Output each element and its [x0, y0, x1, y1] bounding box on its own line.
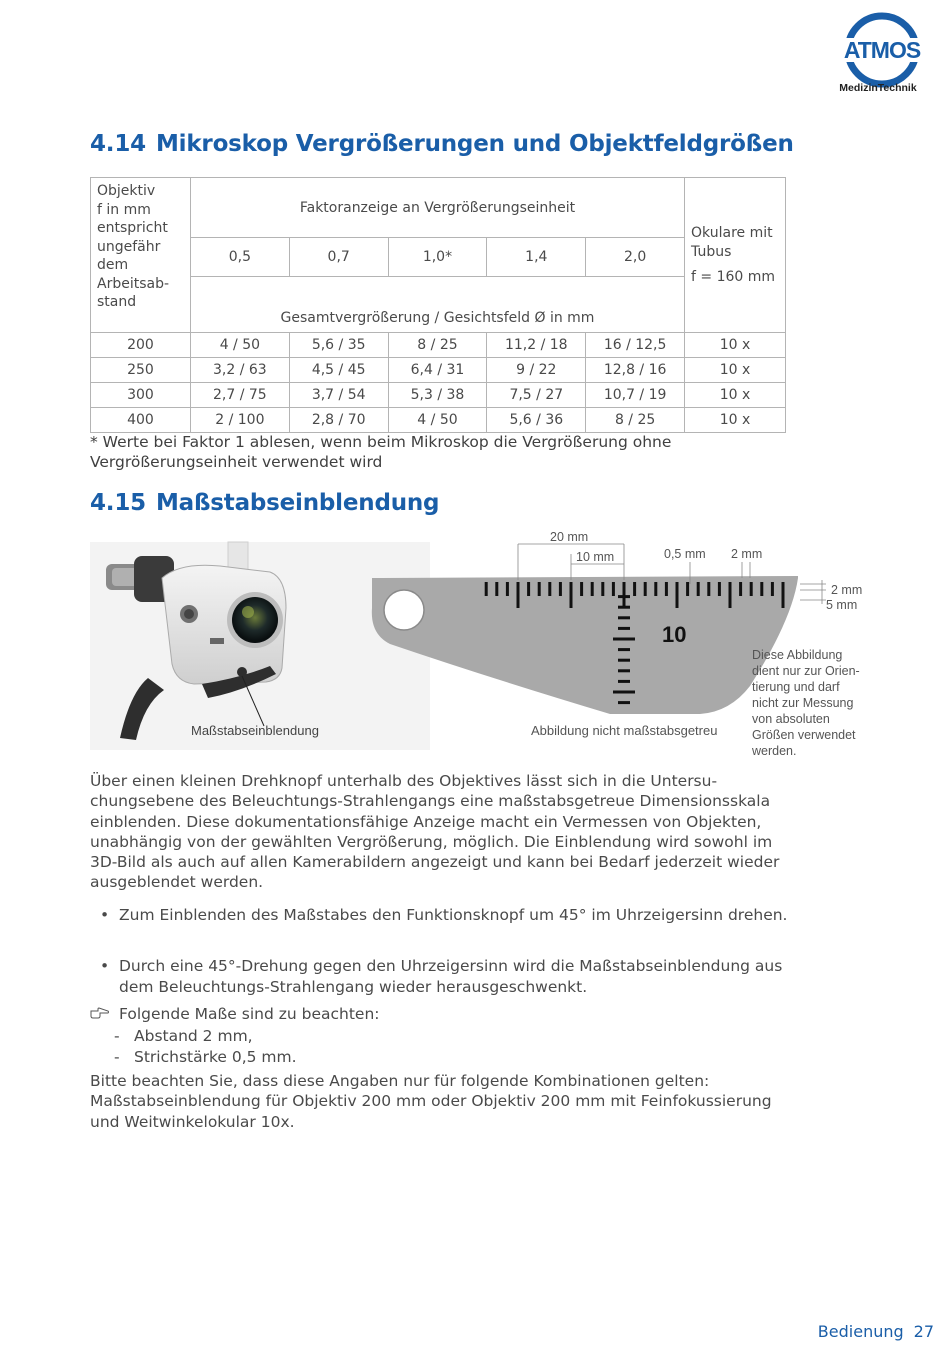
reticle-tick: [633, 582, 636, 596]
reticle-tick: [771, 582, 774, 596]
reticle-hole: [384, 590, 424, 630]
section-number: 4.14: [90, 131, 146, 157]
table-row: [91, 408, 786, 433]
paragraph-validity: Bitte beachten Sie, dass diese Angaben nur für folgende Kombinationen gelten: Maßstabseinblendung für Objektiv 200 mm oder Objektiv 200 mm mit Feinfokussierung und Weitwinkelokular 10x.: [90, 1072, 772, 1131]
table-cell: 11,2 / 18: [487, 333, 586, 358]
reticle-tick: [613, 638, 635, 641]
caption-scale-overlay: Maßstabseinblendung: [191, 723, 319, 738]
table-cell: 9 / 22: [487, 358, 586, 383]
bullet-icon: •: [100, 957, 110, 975]
dim-label-05mm: 0,5 mm: [664, 547, 706, 561]
okulare-label-1: Okulare mit: [691, 224, 773, 241]
table-cell: 7,5 / 27: [487, 383, 586, 408]
bullet-item: [100, 904, 790, 926]
table-cell: 8 / 25: [388, 333, 487, 358]
table-cell: 4 / 50: [388, 408, 487, 433]
disclaimer-line: Größen verwendet: [752, 728, 856, 742]
reticle-tick: [739, 582, 742, 596]
reticle-tick: [485, 582, 488, 596]
dim-label-2mm-side: 2 mm: [831, 583, 863, 597]
table-cell: 16 / 12,5: [586, 333, 685, 358]
reticle-tick: [517, 582, 520, 608]
reticle-tick: [697, 582, 700, 596]
factor-cell: 1,4: [487, 238, 586, 277]
reticle-tick: [618, 606, 630, 609]
caption-not-to-scale: Abbildung nicht maßstabsgetreu: [531, 723, 718, 738]
table-cell: 8 / 25: [586, 408, 685, 433]
reticle-tick: [559, 582, 562, 596]
page-number: 27: [913, 1322, 934, 1341]
reticle-tick: [601, 582, 604, 596]
dash-text: Abstand 2 mm,: [134, 1027, 253, 1045]
reticle-tick: [654, 582, 657, 596]
table-cell: 10 x: [685, 358, 786, 383]
page-footer: [818, 1322, 934, 1341]
table-cell: 5,6 / 35: [289, 333, 388, 358]
section-title: Mikroskop Vergrößerungen und Objektfeldgrößen: [155, 131, 794, 157]
reticle-tick: [618, 680, 630, 683]
table-cell: 6,4 / 31: [388, 358, 487, 383]
header-faktoranzeige: Faktoranzeige an Vergrößerungseinheit: [190, 178, 684, 238]
table-cell: 2,7 / 75: [190, 383, 289, 408]
table-row: [91, 358, 786, 383]
section-heading-4-14: [90, 131, 794, 157]
reticle-tick: [618, 669, 630, 672]
dash-icon: -: [114, 1048, 120, 1066]
factor-cell: 2,0: [586, 238, 685, 277]
reticle-tick: [506, 582, 509, 596]
table-cell: 4 / 50: [190, 333, 289, 358]
paragraph-description: Über einen kleinen Drehknopf unterhalb des Objektives lässt sich in die Untersu-chungsebene des Beleuchtungs-Strahlengangs eine maßstabsgetreue Dimensionsskala einblenden. Diese dokumentationsfähige Anzeige macht ein Vermessen von Objekten, unabhängig von der gewählten Vergrößerung, möglich. Die Einblendung wird sowohl im 3D-Bild als auch auf allen Kamerabildern angezeigt und kann bei Bedarf jederzeit wieder ausgeblendet werden.: [90, 772, 780, 892]
reticle-tick: [729, 582, 732, 608]
dash-text: Strichstärke 0,5 mm.: [134, 1048, 297, 1066]
hint-text: Folgende Maße sind zu beachten:: [119, 1005, 380, 1023]
bullet-item: [100, 956, 790, 997]
reticle-tick: [644, 582, 647, 596]
table-cell: 400: [91, 408, 191, 433]
bullet-text: Durch eine 45°-Drehung gegen den Uhrzeigersinn wird die Maßstabseinblendung aus dem Beleuchtungs-Strahlengang wieder herausgeschwenkt.: [119, 957, 783, 996]
reticle-tick: [618, 701, 630, 704]
dim-label-10mm: 10 mm: [576, 550, 615, 564]
factor-cell: 1,0*: [388, 238, 487, 277]
disclaimer-line: werden.: [752, 744, 797, 758]
reticle-tick: [618, 659, 630, 662]
table-cell: 2,8 / 70: [289, 408, 388, 433]
section-title: Maßstabseinblendung: [155, 490, 440, 516]
factor-cell: 0,5: [190, 238, 289, 277]
dim-label-20mm: 20 mm: [550, 530, 589, 544]
reticle-tick: [570, 582, 573, 608]
reticle-tick: [612, 582, 615, 596]
table-cell: 300: [91, 383, 191, 408]
table-footnote: * Werte bei Faktor 1 ablesen, wenn beim Mikroskop die Vergrößerung ohne Vergrößerungseinheit verwendet wird: [90, 433, 672, 471]
logo-wordmark: ATMOS: [843, 37, 921, 63]
table-cell: 3,7 / 54: [289, 383, 388, 408]
table-row: [91, 383, 786, 408]
header-gesamtvergroesserung: Gesamtvergrößerung / Gesichtsfeld Ø in mm: [190, 277, 684, 333]
disclaimer-line: dient nur zur Orien-: [752, 664, 860, 678]
logo-subtitle: MedizinTechnik: [839, 82, 917, 94]
hint-item: [90, 1004, 780, 1025]
bullet-icon: •: [100, 906, 110, 924]
table-cell: 5,6 / 36: [487, 408, 586, 433]
reticle-plate: [372, 576, 798, 714]
dash-item: [114, 1047, 297, 1068]
dash-icon: -: [114, 1027, 120, 1045]
disclaimer-line: nicht zur Messung: [752, 696, 854, 710]
dim-label-5mm-side: 5 mm: [826, 598, 858, 612]
reticle-tick: [665, 582, 668, 596]
header-okulare: [685, 178, 786, 333]
dash-item: [114, 1026, 253, 1047]
reticle-tick: [686, 582, 689, 596]
table-cell: 10 x: [685, 333, 786, 358]
table-cell: 2 / 100: [190, 408, 289, 433]
reticle-tick: [580, 582, 583, 596]
reticle-tick: [618, 627, 630, 630]
table-cell: 10 x: [685, 383, 786, 408]
table-cell: 200: [91, 333, 191, 358]
table-cell: 5,3 / 38: [388, 383, 487, 408]
okulare-label-2: Tubus: [691, 243, 732, 260]
reticle-tick: [718, 582, 721, 596]
reticle-tick: [495, 582, 498, 596]
table-cell: 250: [91, 358, 191, 383]
reticle-tick: [527, 582, 530, 596]
reticle-tick: [613, 691, 635, 694]
reticle-tick: [750, 582, 753, 596]
reticle-tick: [591, 582, 594, 596]
reticle-tick: [623, 582, 626, 608]
section-heading-4-15: [90, 490, 439, 516]
table-cell: 10 x: [685, 408, 786, 433]
reticle-tick: [782, 582, 785, 608]
okulare-focal-length: f = 160 mm: [691, 268, 776, 285]
table-cell: 10,7 / 19: [586, 383, 685, 408]
reticle-tick: [676, 582, 679, 608]
dim-label-2mm-top: 2 mm: [731, 547, 763, 561]
reticle-tick: [538, 582, 541, 596]
scale-label-10: 10: [662, 622, 687, 647]
footer-section: Bedienung: [817, 1322, 904, 1341]
magnification-table: [90, 177, 786, 433]
reticle-tick: [548, 582, 551, 596]
disclaimer-line: Diese Abbildung: [752, 648, 843, 662]
table-cell: 3,2 / 63: [190, 358, 289, 383]
factor-cell: 0,7: [289, 238, 388, 277]
section-number: 4.15: [90, 490, 146, 516]
table-row: [91, 333, 786, 358]
reticle-tick: [618, 595, 630, 598]
header-objektiv: Objektiv f in mm entspricht ungefähr dem Arbeitsab- stand: [91, 178, 191, 333]
reticle-tick: [618, 616, 630, 619]
disclaimer-line: von absoluten: [752, 712, 830, 726]
table-cell: 4,5 / 45: [289, 358, 388, 383]
scale-overlay-figure: [90, 528, 880, 760]
pointing-hand-icon: [90, 1006, 110, 1020]
reticle-tick: [618, 648, 630, 651]
reticle-tick: [707, 582, 710, 596]
figure-disclaimer: [751, 648, 860, 758]
bullet-text: Zum Einblenden des Maßstabes den Funktionsknopf um 45° im Uhrzeigersinn drehen.: [119, 906, 788, 924]
disclaimer-line: tierung und darf: [752, 680, 840, 694]
reticle-tick: [760, 582, 763, 596]
table-cell: 12,8 / 16: [586, 358, 685, 383]
